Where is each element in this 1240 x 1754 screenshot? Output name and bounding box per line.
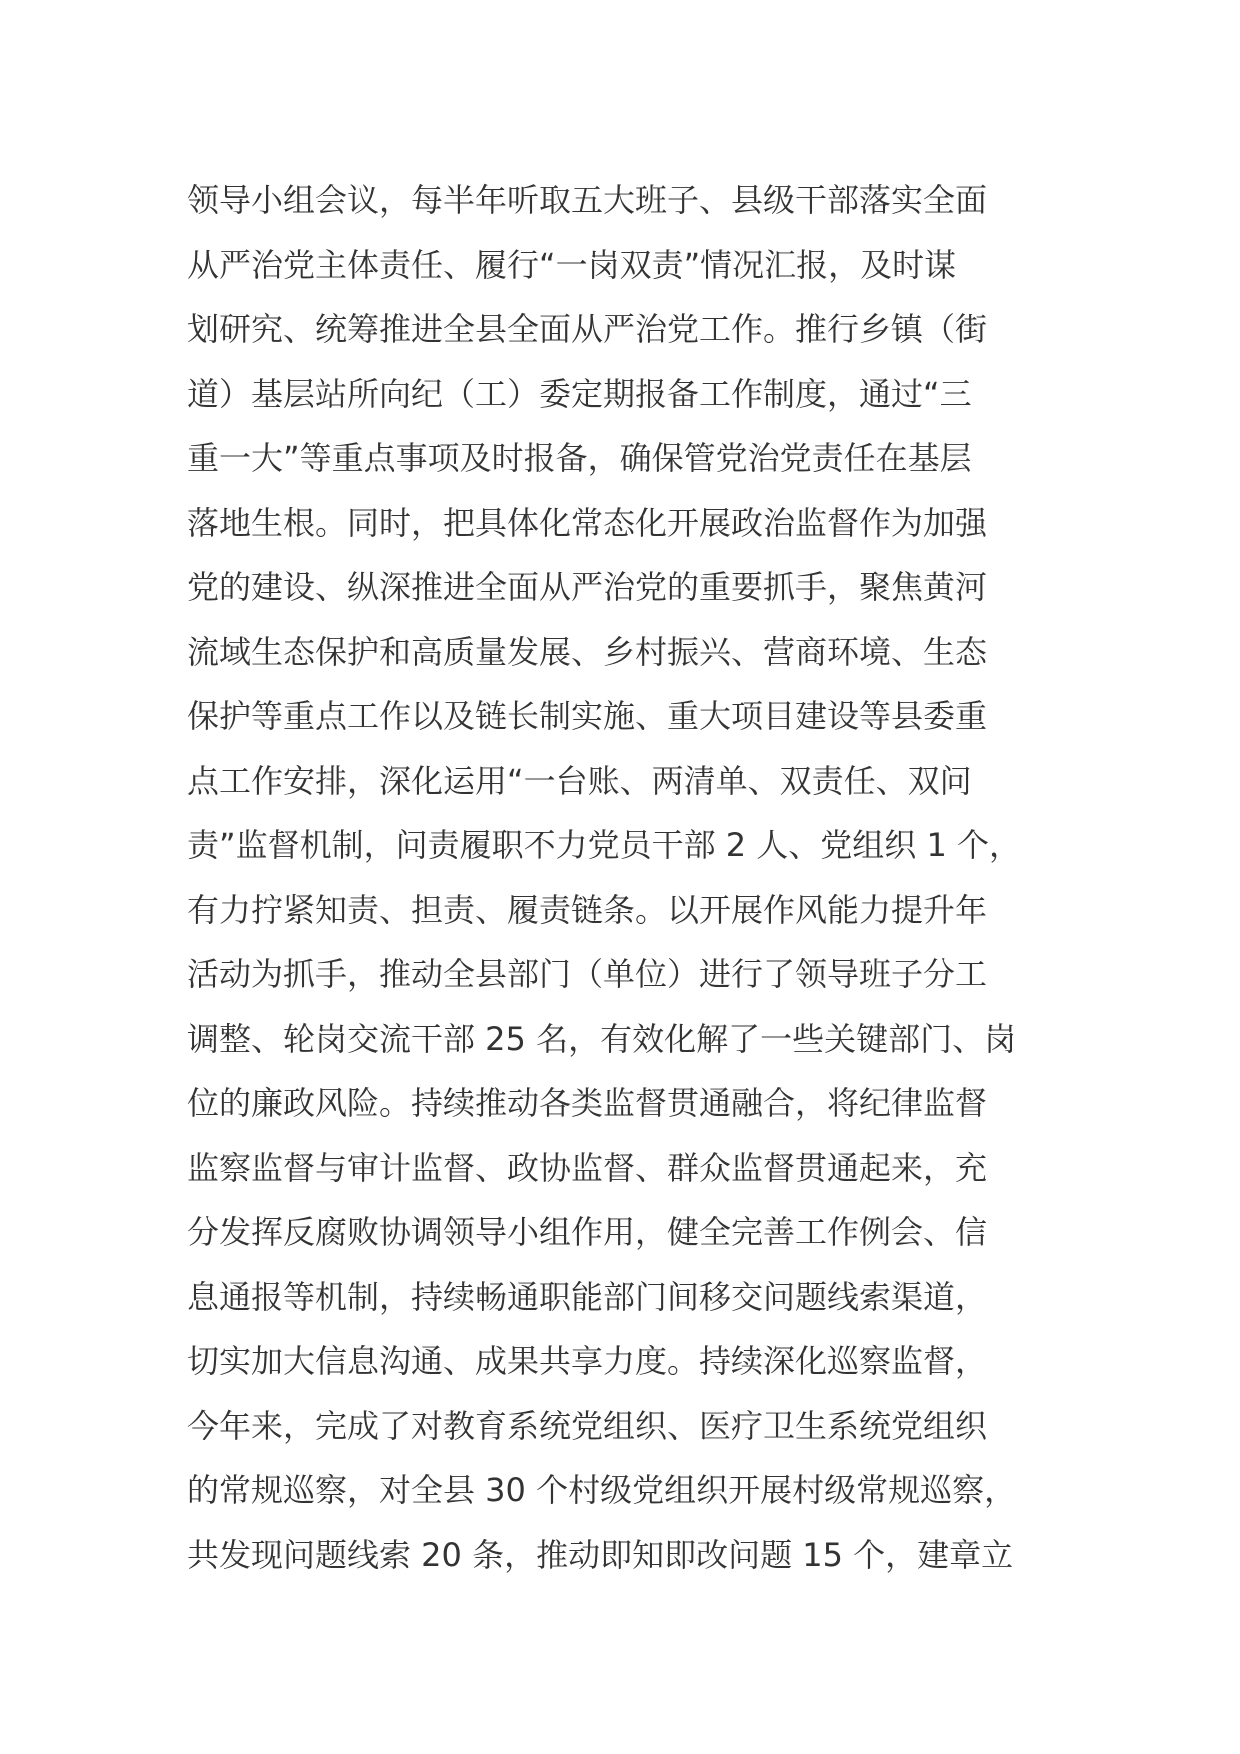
text-line: 党的建设、纵深推进全面从严治党的重要抓手，聚焦黄河 <box>187 568 988 606</box>
text-line: 领导小组会议，每半年听取五大班子、县级干部落实全面 <box>187 181 988 219</box>
body-paragraph <box>187 168 1087 1587</box>
text-line: 分发挥反腐败协调领导小组作用，健全完善工作例会、信 <box>187 1213 988 1251</box>
text-line: 活动为抓手，推动全县部门（单位）进行了领导班子分工 <box>187 955 988 993</box>
text-line: 切实加大信息沟通、成果共享力度。持续深化巡察监督， <box>187 1342 988 1380</box>
text-line: 责”监督机制，问责履职不力党员干部 2 人、党组织 1 个， <box>187 826 1021 864</box>
text-line: 共发现问题线索 20 条，推动即知即改问题 15 个，建章立 <box>187 1535 1014 1574</box>
text-line: 流域生态保护和高质量发展、乡村振兴、营商环境、生态 <box>187 632 988 671</box>
text-line: 划研究、统筹推进全县全面从严治党工作。推行乡镇（街 <box>187 310 988 348</box>
text-line: 的常规巡察，对全县 30 个村级党组织开展村级常规巡察， <box>187 1471 1017 1509</box>
text-line: 息通报等机制，持续畅通职能部门间移交问题线索渠道， <box>187 1277 988 1316</box>
text-line: 保护等重点工作以及链长制实施、重大项目建设等县委重 <box>187 697 988 735</box>
text-line: 落地生根。同时，把具体化常态化开展政治监督作为加强 <box>187 503 988 542</box>
text-line: 有力拧紧知责、担责、履责链条。以开展作风能力提升年 <box>187 890 988 929</box>
text-line: 监察监督与审计监督、政协监督、群众监督贯通起来，充 <box>187 1148 988 1187</box>
text-line: 点工作安排，深化运用“一台账、两清单、双责任、双问 <box>187 761 972 800</box>
text-line: 道）基层站所向纪（工）委定期报备工作制度，通过“三 <box>187 374 972 413</box>
text-line: 从严治党主体责任、履行“一岗双责”情况汇报，及时谋 <box>187 245 957 284</box>
text-line: 今年来，完成了对教育系统党组织、医疗卫生系统党组织 <box>187 1406 988 1445</box>
text-line: 重一大”等重点事项及时报备，确保管党治党责任在基层 <box>187 439 972 477</box>
text-line: 调整、轮岗交流干部 25 名，有效化解了一些关键部门、岗 <box>187 1019 1017 1058</box>
text-line: 位的廉政风险。持续推动各类监督贯通融合，将纪律监督 <box>187 1084 988 1122</box>
